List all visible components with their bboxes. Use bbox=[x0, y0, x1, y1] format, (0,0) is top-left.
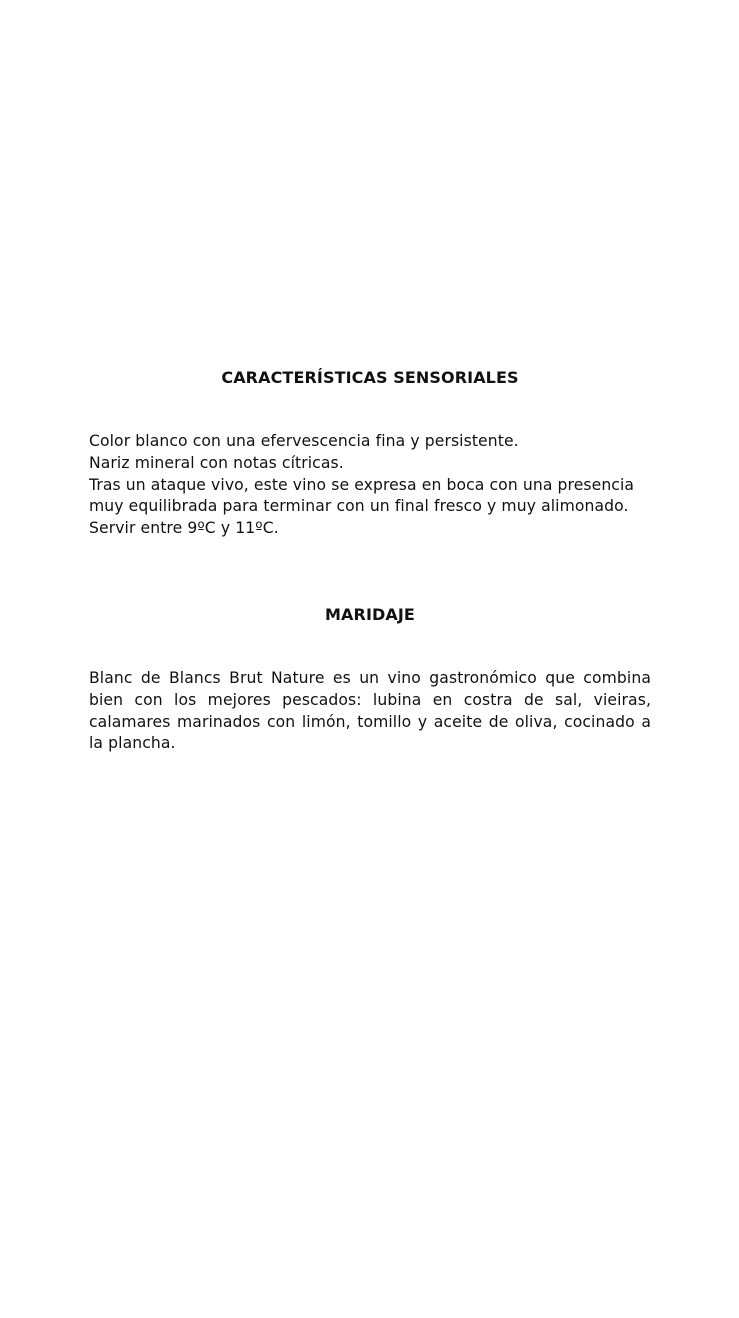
sensory-characteristics-body bbox=[89, 431, 651, 540]
pairing-heading: MARIDAJE bbox=[325, 604, 415, 624]
palate-description: Tras un ataque vivo, este vino se expresa en boca con una presencia muy equilibrada para terminar con un final fresco y muy alimonado. bbox=[89, 475, 635, 516]
wine-notes-document bbox=[89, 366, 651, 755]
nose-description: Nariz mineral con notas cítricas. bbox=[89, 453, 344, 472]
pairing-description: Blanc de Blancs Brut Nature es un vino gastronómico que combina bien con los mejores pescados: lubina en costra de sal, vieiras, calamares marinados con limón, tomillo y aceite de oliva, cocinado a la plancha. bbox=[89, 668, 651, 753]
color-description: Color blanco con una efervescencia fina y persistente. bbox=[89, 432, 519, 450]
serving-temperature: Servir entre 9ºC y 11ºC. bbox=[89, 519, 279, 538]
sensory-characteristics-heading: CARACTERÍSTICAS SENSORIALES bbox=[221, 368, 519, 387]
